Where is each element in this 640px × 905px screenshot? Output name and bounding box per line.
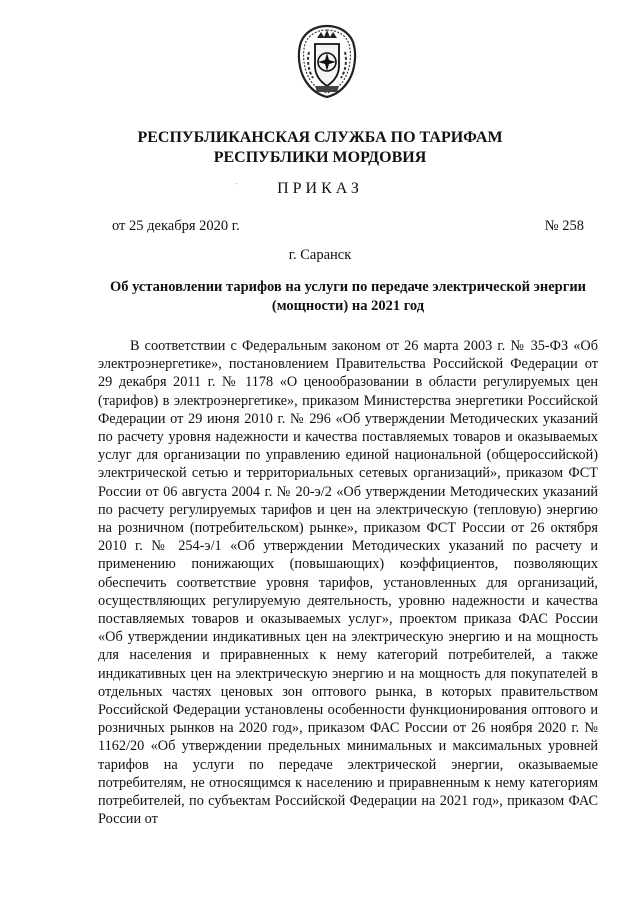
document-city: г. Саранск [288,247,352,263]
document-type: ПРИКАЗ [277,180,363,197]
document-date: от 25 декабря 2020 г. [112,218,240,234]
document-number: № 258 [544,218,584,234]
body-paragraph: В соответствии с Федеральным законом от 26 марта 2003 г. № 35-ФЗ «Об электроэнергетике», постановлением Правительства Российской Федерации от 29 декабря 2011 г. № 1178 «О ценообразовании в области регулируемых цен (тарифов) в электроэнергетике», приказом Министерства энергетики Российской Федерации от 29 июня 2010 г. № 296 «Об утверждении Методических указаний по расчету уровня надежности и качества поставляемых товаров и оказываемых услуг для организации по управлению единой национальной (общероссийской) электрической сетью и территориальных сетевых организаций», приказом ФСТ России от 06 августа 2004 г. № 20-э/2 «Об утверждении Методических указаний по расчету регулируемых тарифов и цен на электрическую (тепловую) энергию на розничном (потребительском) рынке», приказом ФСТ России от 26 октября 2010 г. № 254-э/1 «Об утверждении Методических указаний по расчету и применению понижающих (повышающих) коэффициентов, позволяющих обеспечить соответствие уровня тарифов, установленных для организаций, осуществляющих регулируемую деятельность, уровню надежности и качества поставляемых товаров и оказываемых услуг», проектом приказа ФАС России «Об утверждении индикативных цен на электрическую энергию и на мощность для населения и приравненных к нему категорий потребителей, а также индикативных цен на электрическую энергию и на мощность для покупателей в отдельных частях ценовых зон оптового рынка, в которых правительством Российской Федерации установлены особенности функционирования оптового и розничных рынков на 2020 год», приказом ФАС России от 26 ноября 2020 г. № 1162/20 «Об утверждении предельных минимальных и максимальных уровней тарифов на услуги по передаче электрической энергии, оказываемые потребителям, не относящимся к населению и приравненным к нему категориям потребителей, по субъектам Российской Федерации на 2021 год», приказом ФАС России от [98,338,598,828]
organization-title-line2: РЕСПУБЛИКИ МОРДОВИЯ [213,149,427,166]
scan-speck: ˊ [235,182,238,191]
document-subject: Об установлении тарифов на услуги по передаче электрической энергии (мощности) на 2021 год [109,279,587,314]
coat-of-arms-icon [295,24,359,98]
organization-title-line1: РЕСПУБЛИКАНСКАЯ СЛУЖБА ПО ТАРИФАМ [137,129,503,146]
